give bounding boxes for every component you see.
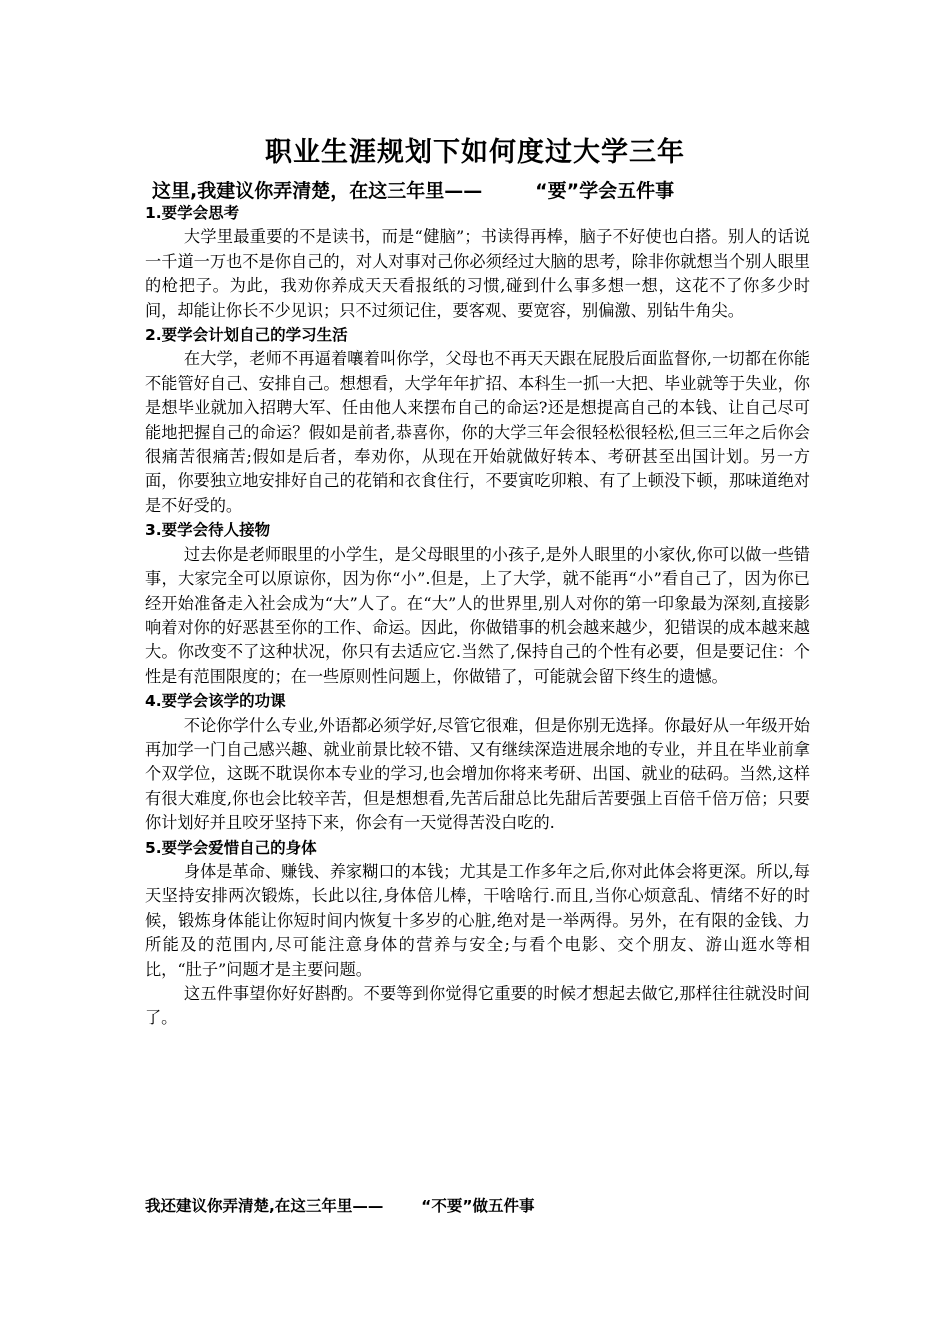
section-paragraph: 身体是革命、赚钱、养家糊口的本钱；尤其是工作多年之后,你对此体会将更深。所以,每天坚持安排两次锻炼，长此以往,身体倍儿棒，干啥啥行.而且,当你心烦意乱、情绪不好的时候，锻炼身体能让你短时间内恢复十多岁的心脏,绝对是一举两得。另外，在有限的金钱、力所能及的范围内,尽可能注意身体的营养与安全;与看个电影、交个朋友、游山逛水等相比，“肚子”问题才是主要问题。 (145, 861, 810, 979)
section-heading: 5.要学会爱惜自己的身体 (145, 838, 317, 857)
section-planning (145, 323, 810, 518)
section-paragraph: 不论你学什么专业,外语都必须学好,尽管它很难，但是你别无选择。你最好从一年级开始再加学一门自己感兴趣、就业前景比较不错、又有继续深造进展余地的专业，并且在毕业前拿个双学位，这既不耽误你本专业的学习,也会增加你将来考研、出国、就业的砝码。当然,这样有很大难度,你也会比较辛苦，但是想想看,先苦后甜总比先甜后苦要强上百倍千倍万倍；只要你计划好并且咬牙坚持下来，你会有一天觉得苦没白吃的. (145, 715, 810, 833)
section-heading: 4.要学会该学的功课 (145, 692, 286, 711)
section-health (145, 836, 810, 1031)
section-paragraph: 大学里最重要的不是读书，而是“健脑”；书读得再棒，脑子不好使也白搭。别人的话说一千道一万也不是你自己的，对人对事对己你必须经过大脑的思考，除非你就想当个别人眼里的枪把子。为此，我劝你养成天天看报纸的习惯,碰到什么事多想一想，这花不了你多少时间，却能让你长不少见识；只不过须记住，要客观、要宽容，别偏激、别钻牛角尖。 (145, 227, 810, 320)
section-heading: 2.要学会计划自己的学习生活 (145, 326, 348, 345)
document-body (145, 201, 810, 1031)
section-thinking (145, 201, 810, 323)
section-paragraph: 在大学，老师不再逼着嚷着叫你学，父母也不再天天跟在屁股后面监督你,一切都在你能不能管好自己、安排自己。想想看，大学年年扩招、本科生一抓一大把、毕业就等于失业，你是想毕业就加入招聘大军、任由他人来摆布自己的命运?还是想提高自己的本钱、让自己尽可能地把握自己的命运？假如是前者,恭喜你，你的大学三年会很轻松很轻松,但三三年之后你会很痛苦很痛苦;假如是后者，奉劝你，从现在开始就做好转本、考研甚至出国计划。另一方面，你要独立地安排好自己的花销和衣食住行，不要寅吃卯粮、有了上顿没下顿，那味道绝对是不好受的。 (145, 349, 810, 515)
closing-heading: 我还建议你弄清楚,在这三年里—— “不要”做五件事 (145, 1197, 535, 1215)
document-subtitle: 这里,我建议你弄清楚，在这三年里—— “要”学会五件事 (152, 180, 675, 202)
section-paragraph: 这五件事望你好好斟酌。不要等到你觉得它重要的时候才想起去做它,那样往往就没时间了。 (145, 984, 810, 1028)
section-heading: 1.要学会思考 (145, 204, 240, 222)
section-social-skills (145, 518, 810, 689)
document-title: 职业生涯规划下如何度过大学三年 (265, 137, 685, 168)
section-heading: 3.要学会待人接物 (145, 521, 271, 540)
section-paragraph: 过去你是老师眼里的小学生，是父母眼里的小孩子,是外人眼里的小家伙,你可以做一些错事，大家完全可以原谅你，因为你“小”.但是，上了大学，就不能再“小”看自己了，因为你已经开始准备走入社会成为“大”人了。在“大”人的世界里,别人对你的第一印象最为深刻,直接影响着对你的好恶甚至你的工作、命运。因此，你做错事的机会越来越少，犯错误的成本越来越大。你改变不了这种状况，你只有去适应它.当然了,保持自己的个性有必要，但是要记住：个性是有范围限度的；在一些原则性问题上，你做错了，可能就会留下终生的遗憾。 (145, 544, 810, 686)
section-coursework (145, 689, 810, 835)
